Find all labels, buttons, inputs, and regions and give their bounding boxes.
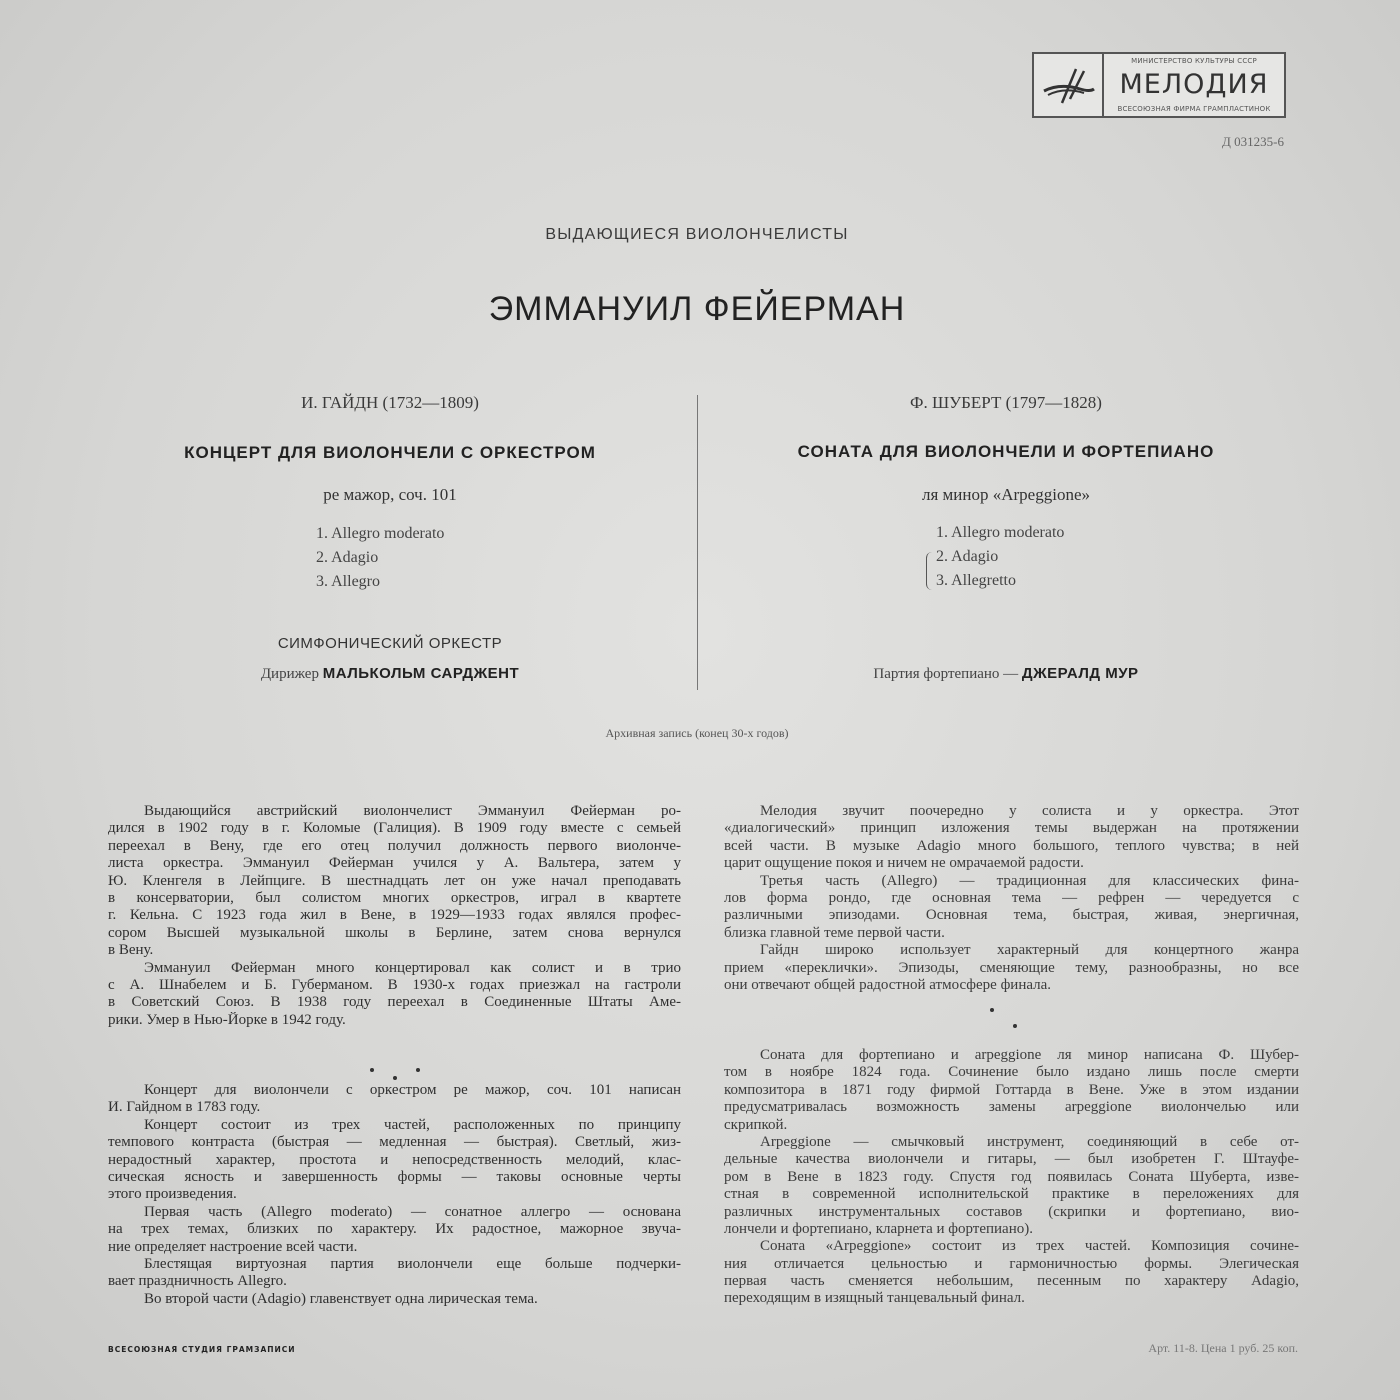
- text-line: Соната для фортепиано и arpeggione ля минор написана Ф. Шубер-: [760, 1047, 1299, 1063]
- text-line: прием «переклички». Эпизоды, сменяющие тему, разнообразны, но все: [724, 959, 1299, 976]
- side-a-key: ре мажор, соч. 101: [323, 485, 457, 504]
- notes-right-sonata: [724, 1047, 1299, 1308]
- text-line: скрипкой.: [724, 1116, 788, 1133]
- movement: 3. Allegretto: [936, 572, 1016, 589]
- separator-dot: [990, 1008, 994, 1012]
- text-line: И. Гайдном в 1783 году.: [108, 1099, 261, 1116]
- text-line: различными эпизодами. Основная тема, быстрая, живая, энергичная,: [724, 907, 1299, 924]
- separator-dot: [370, 1068, 374, 1072]
- text-line: переехал в Вену, где его отец получил должность первого виолонче-: [108, 837, 681, 854]
- text-line: царит ощущение покоя и ничем не омрачаемой радости.: [724, 855, 1084, 872]
- text-line: вает праздничность Allegro.: [108, 1273, 287, 1290]
- column-divider: [697, 395, 698, 690]
- catalog-number: Д 031235-6: [1222, 134, 1284, 149]
- side-b-movements: [936, 521, 1064, 593]
- movement-bracket: [926, 552, 933, 590]
- text-line: Мелодия звучит поочередно у солиста и у оркестра. Этот: [760, 803, 1299, 819]
- text-line: Соната «Arpeggione» состоит из трех частей. Композиция сочине-: [760, 1238, 1299, 1255]
- text-line: в Вену.: [108, 942, 154, 959]
- separator-dot: [416, 1068, 420, 1072]
- price-info: Арт. 11-8. Цена 1 руб. 25 коп.: [1148, 1341, 1298, 1355]
- melodiya-logo: [1032, 52, 1286, 118]
- notes-left-concerto: [108, 1082, 681, 1308]
- text-line: различных инструментальных составов (скрипки и фортепиано, вио-: [724, 1203, 1299, 1220]
- movement: 2. Adagio: [316, 549, 379, 566]
- text-line: с А. Шнабелем и Б. Губерманом. В 1930-х годах приезжал на гастроли: [108, 976, 681, 993]
- side-b-composer: Ф. ШУБЕРТ (1797—1828): [910, 393, 1102, 412]
- text-line: композитора в 1871 году фирмой Готтарда в Вене. Уже в этом издании: [724, 1081, 1299, 1098]
- movement: 1. Allegro moderato: [936, 524, 1065, 541]
- text-line: дился в 1902 году в г. Коломые (Галиция). В 1909 году вместе с семьей: [108, 820, 681, 837]
- text-line: сором Высшей музыкальной школы в Берлине, затем снова вернулся: [108, 924, 681, 941]
- movement: 2. Adagio: [936, 548, 999, 565]
- text-line: «диалогический» принцип изложения темы выдержан на протяжении: [724, 820, 1299, 837]
- text-line: сическая ясность и завершенность формы — таковы основные черты: [108, 1168, 681, 1185]
- text-line: лончели и фортепиано, кларнета и фортепиано).: [724, 1220, 1033, 1237]
- text-line: в консерватории, был солистом многих оркестров, играл в квартете: [108, 889, 681, 906]
- text-line: в Советский Союз. В 1938 году переехал в Соединенные Штаты Аме-: [108, 994, 681, 1011]
- side-a-composer: И. ГАЙДН (1732—1809): [301, 393, 479, 412]
- text-line: Блестящая виртуозная партия виолончели еще больше подчерки-: [144, 1255, 681, 1272]
- separator-dot: [1013, 1024, 1017, 1028]
- text-line: Ю. Кленгеля в Лейпциге. В шестнадцать лет он уже начал преподавать: [108, 872, 681, 889]
- text-line: Первая часть (Allegro moderato) — сонатное аллегро — основана: [144, 1203, 681, 1220]
- text-line: стная в современной исполнительской практике в переложениях для: [724, 1186, 1299, 1203]
- text-line: на трех темах, близких по характеру. Их радостное, мажорное звуча-: [108, 1221, 681, 1238]
- archive-note: Архивная запись (конец 30-х годов): [605, 726, 789, 740]
- artist-name: ЭММАНУИЛ ФЕЙЕРМАН: [488, 290, 906, 328]
- separator-dot: [393, 1076, 397, 1080]
- text-line: этого произведения.: [108, 1186, 237, 1203]
- text-line: Выдающийся австрийский виолончелист Эммануил Фейерман ро-: [144, 803, 681, 819]
- text-line: рики. Умер в Нью-Йорке в 1942 году.: [108, 1011, 346, 1028]
- conductor-name: МАЛЬКОЛЬМ САРДЖЕНТ: [322, 665, 520, 682]
- text-line: г. Кельна. С 1923 года жил в Вене, в 1929—1933 годах являлся профес-: [108, 907, 681, 924]
- text-line: нерадостный характер, простота и непосредственность мелодий, клас-: [108, 1151, 681, 1168]
- pianist-label: Партия фортепиано —: [873, 666, 1019, 682]
- side-a-work: КОНЦЕРТ ДЛЯ ВИОЛОНЧЕЛИ С ОРКЕСТРОМ: [184, 443, 596, 462]
- movement: 1. Allegro moderato: [316, 525, 445, 542]
- text-line: Гайдн широко использует характерный для концертного жанра: [760, 942, 1299, 959]
- text-line: они отвечают общей радостной атмосфере финала.: [724, 976, 1052, 993]
- text-line: ние определяет настроение всей части.: [108, 1238, 358, 1255]
- text-line: переходящим в изящный танцевальный финал.: [724, 1290, 1025, 1307]
- text-line: Во второй части (Adagio) главенствует одна лирическая тема.: [144, 1290, 538, 1307]
- text-line: Концерт состоит из трех частей, расположенных по принципу: [144, 1116, 681, 1133]
- text-line: предусматривалась возможность замены arpeggione виолончелью или: [724, 1099, 1299, 1116]
- text-line: Концерт для виолончели с оркестром ре мажор, соч. 101 написан: [144, 1082, 681, 1098]
- notes-right-concerto: [724, 803, 1299, 994]
- text-line: Arpeggione — смычковый инструмент, соединяющий в себе от-: [760, 1133, 1299, 1150]
- text-line: Третья часть (Allegro) — традиционная для классических фина-: [760, 872, 1299, 889]
- side-b-key: ля минор «Arpeggione»: [921, 485, 1090, 504]
- text-line: листа оркестра. Эммануил Фейерман учился у А. Вальтера, затем у: [108, 855, 681, 872]
- pianist-credit: [726, 665, 1286, 683]
- logo-name: МЕЛОДИЯ: [1119, 69, 1269, 100]
- text-line: ром в Вене в 1823 году. Спустя год появилась Соната Шуберта, изве-: [724, 1168, 1299, 1185]
- text-line: лов форма рондо, где основная тема — рефрен — чередуется с: [724, 889, 1299, 906]
- logo-firm: ВСЕСОЮЗНАЯ ФИРМА ГРАМПЛАСТИНОК: [1117, 105, 1271, 113]
- text-line: дельные качества виолончели и гитары, — был изобретен Г. Штауфе-: [724, 1151, 1299, 1168]
- studio-name: ВСЕСОЮЗНАЯ СТУДИЯ ГРАМЗАПИСИ: [108, 1345, 296, 1354]
- text-line: Эммануил Фейерман много концертировал как солист и в трио: [144, 959, 681, 976]
- text-line: всей части. В музыке Adagio много большого, теплого чувства; в ней: [724, 837, 1299, 854]
- text-line: близка главной теме первой части.: [724, 924, 945, 941]
- pianist-name: ДЖЕРАЛД МУР: [1021, 665, 1139, 682]
- text-line: том в ноябре 1824 года. Сочинение было издано лишь после смерти: [724, 1064, 1299, 1081]
- melodiya-emblem-icon: [1034, 54, 1104, 116]
- conductor-credit: [110, 665, 670, 683]
- conductor-label: Дирижер: [260, 666, 319, 682]
- text-line: ния отличается цельностью и гармоничностью формы. Элегическая: [724, 1255, 1299, 1272]
- text-line: темпового контраста (быстрая — медленная — быстрая). Светлый, жиз-: [108, 1134, 681, 1151]
- notes-left-bio: [108, 803, 681, 1029]
- text-line: первая часть сменяется небольшим, песенным по характеру Adagio,: [724, 1273, 1299, 1290]
- logo-ministry: МИНИСТЕРСТВО КУЛЬТУРЫ СССР: [1131, 57, 1257, 65]
- side-a-movements: [316, 522, 444, 594]
- movement: 3. Allegro: [316, 573, 380, 590]
- series-title: ВЫДАЮЩИЕСЯ ВИОЛОНЧЕЛИСТЫ: [545, 226, 849, 243]
- orchestra: СИМФОНИЧЕСКИЙ ОРКЕСТР: [277, 635, 503, 652]
- side-b-work: СОНАТА ДЛЯ ВИОЛОНЧЕЛИ И ФОРТЕПИАНО: [797, 442, 1215, 461]
